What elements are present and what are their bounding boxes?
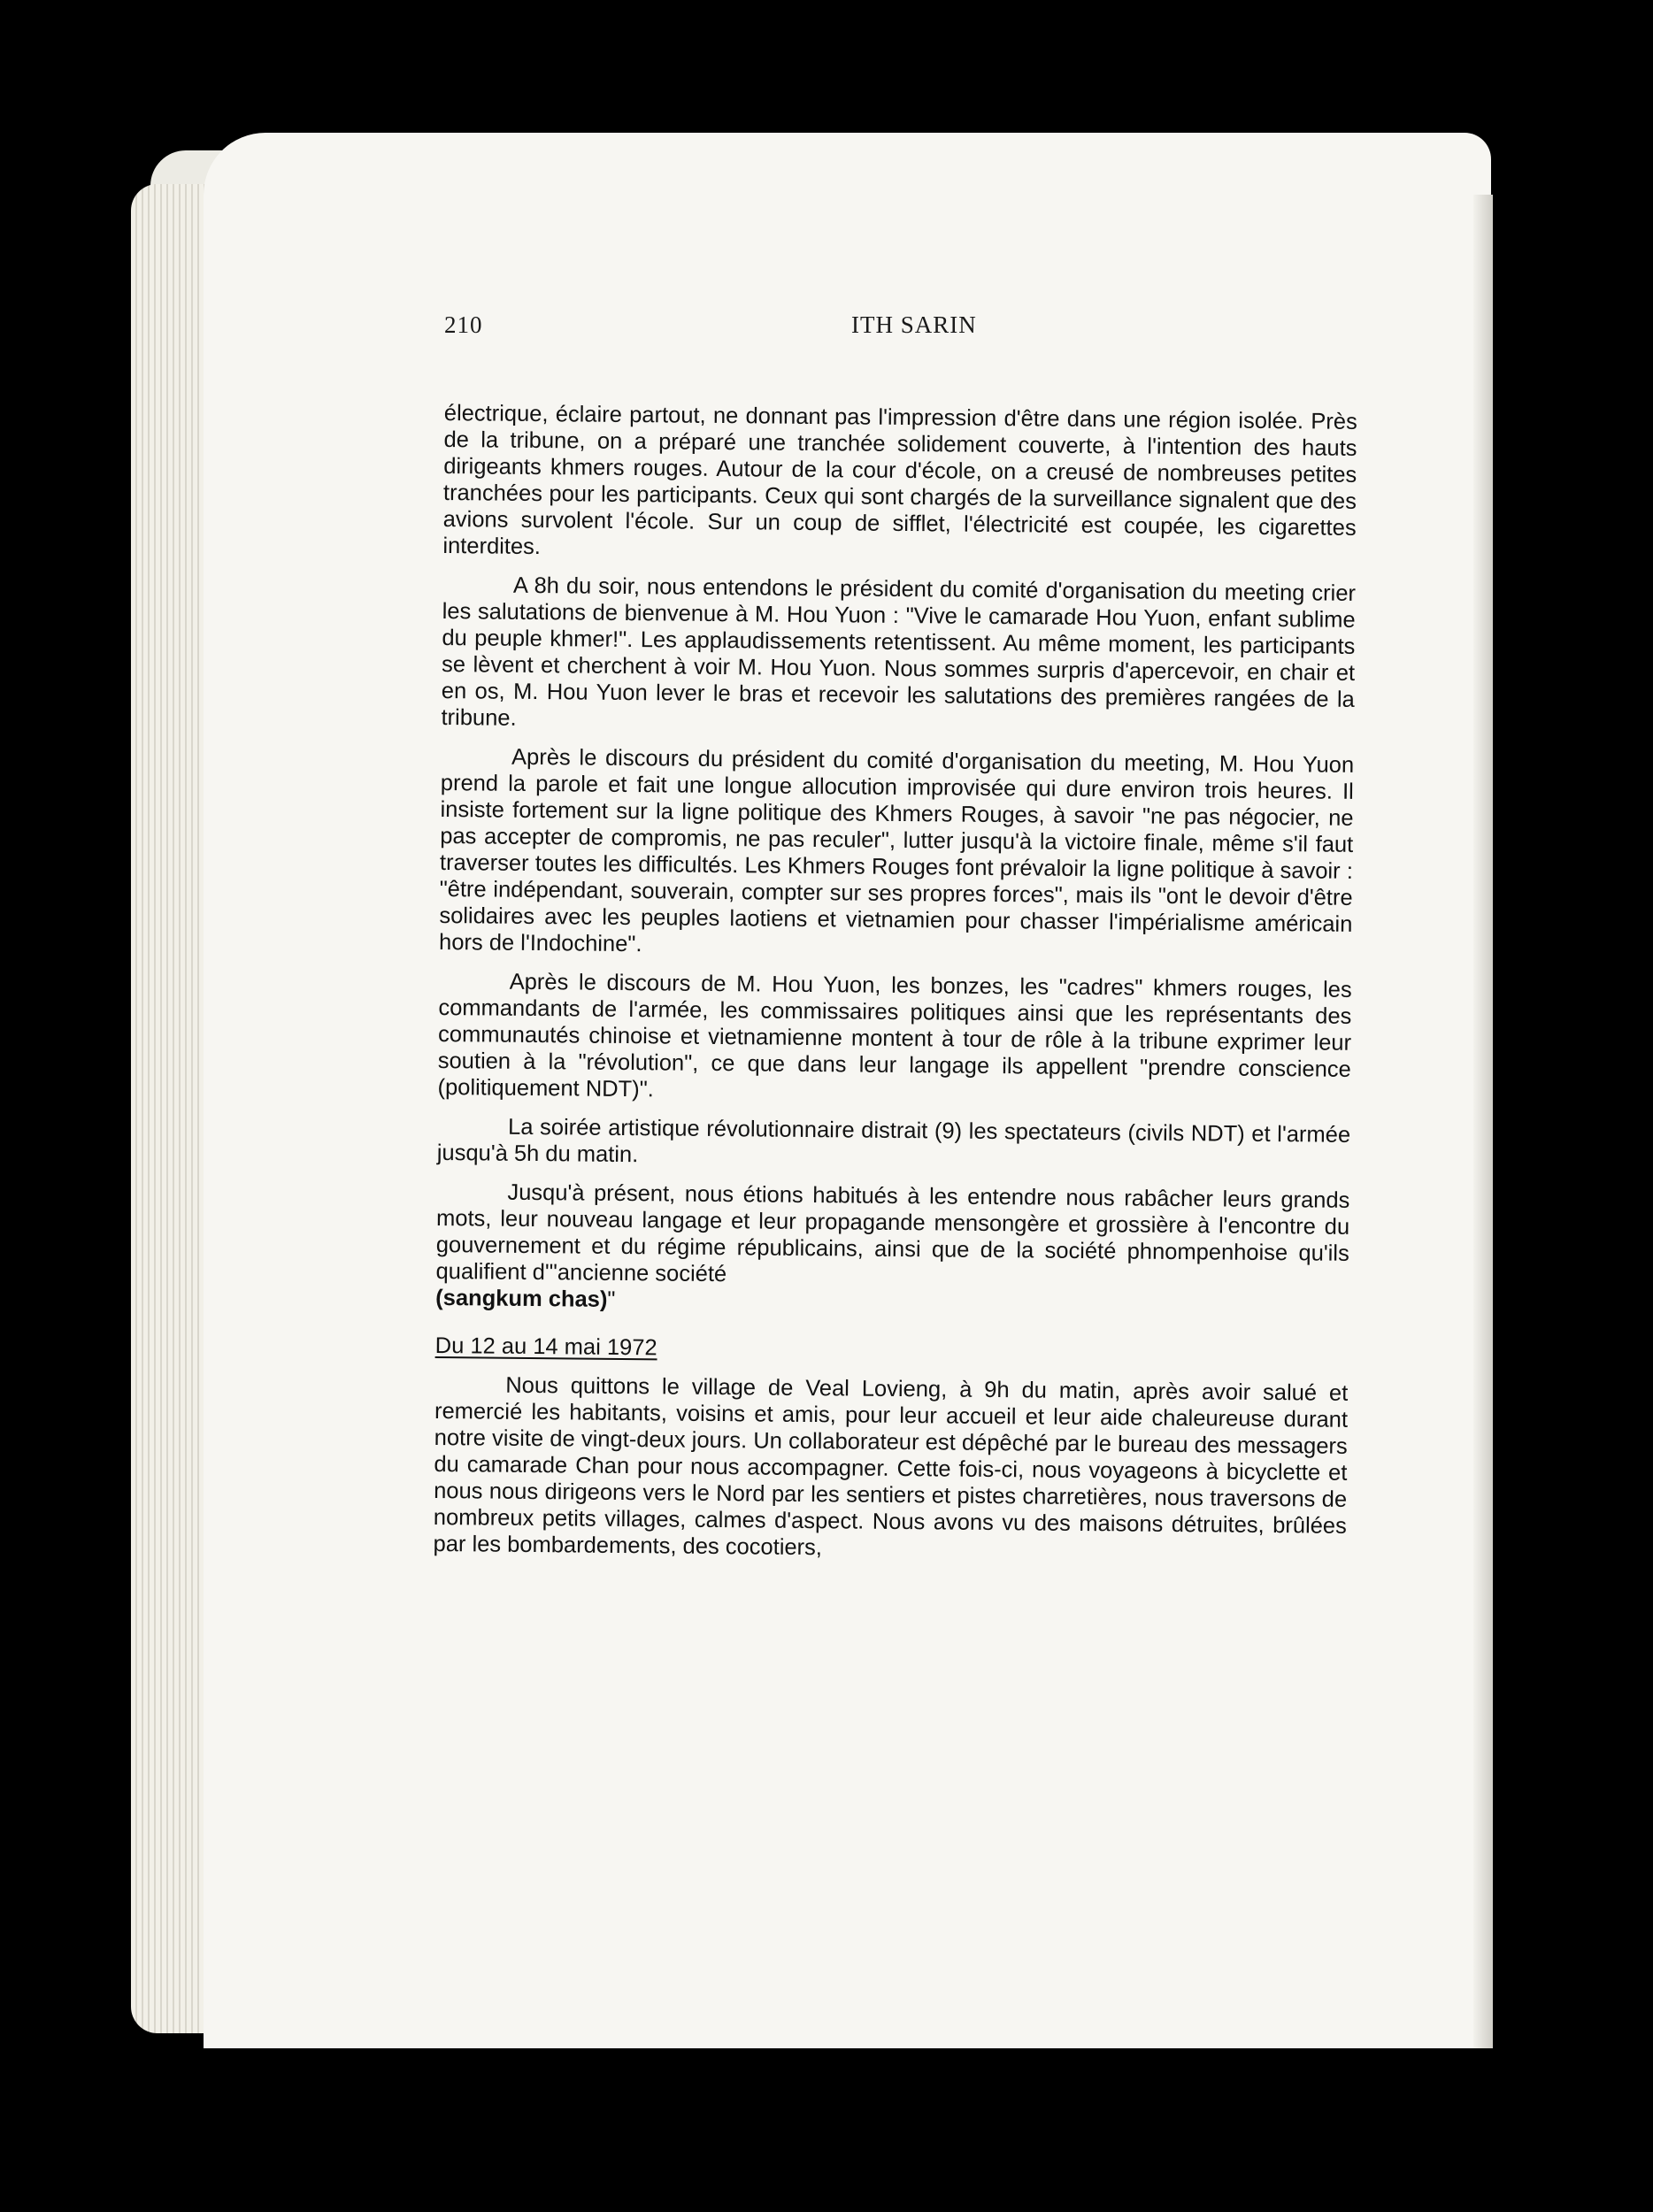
page-header (444, 311, 1418, 347)
section-date-heading: Du 12 au 14 mai 1972 (434, 1333, 657, 1361)
running-head: ITH SARIN (851, 311, 977, 338)
closing-quote: " (607, 1286, 616, 1312)
paragraph (435, 1179, 1349, 1320)
paragraph-continued: électrique, éclaire partout, ne donnant pas l'impression d'être dans une région isolée. Près de la tribune, on a préparé une tranchée solidement couverte, à l'intention des hauts dirigeants khmers rouges. Autour de la cour d'école, on a creusé de nombreuses petites tranchées pour les participants. Ceux qui sont chargés de la surveillance signalent que des avions survolent l'école. Sur un coup de sifflet, l'électricité est coupée, les cigarettes interdites. (442, 400, 1357, 560)
paragraph-text: Jusqu'à présent, nous étions habitués à les entendre nous rabâcher leurs grands mots, leur nouveau langage et leur propagande mensongère et grossière à l'encontre du gouvernement et du régime républicains, ainsi que de la société phnompenhoise qu'ils qualifient d'"ancienne société (435, 1179, 1350, 1287)
paragraph: Après le discours du président du comité d'organisation du meeting, M. Hou Yuon prend la parole et fait une longue allocution improvisée qui dure environ trois heures. Il insiste fortement sur la ligne politique des Khmers Rouges, à savoir "ne pas négocier, ne pas accepter de compromis, ne pas reculer", lutter jusqu'à la victoire finale, même s'il faut traverser toutes les difficultés. Les Khmers Rouges font prévaloir la ligne politique à savoir : "être indépendant, souverain, compter sur ses propres forces", mais ils "ont le devoir d'être solidaires avec les peuples laotiens et vietnamien pour chasser l'impérialisme américain hors de l'Indochine". (438, 744, 1355, 957)
bold-term: (sangkum chas) (435, 1285, 608, 1312)
paragraph: Nous quittons le village de Veal Lovieng, à 9h du matin, après avoir salué et remercié les habitants, voisins et amis, pour leur accueil et leur aide chaleureuse durant notre visite de vingt-deux jours. Un collaborateur est dépêché par le bureau des messagers du camarade Chan pour nous accompagner. Cette fois-ci, nous voyageons à bicyclette et nous nous dirigeons vers le Nord par les sentiers et pistes charretières, nous traversons de nombreux petits villages, calmes d'aspect. Nous avons vu des maisons détruites, brûlées par les bombardements, des cocotiers, (433, 1372, 1349, 1561)
paragraph: A 8h du soir, nous entendons le président du comité d'organisation du meeting crier les salutations de bienvenue à M. Hou Yuon : "Vive le camarade Hou Yuon, enfant sublime du peuple khmer!". Les applaudissements retentissent. Au même moment, les participants se lèvent et cherchent à voir M. Hou Yuon. Nous sommes surpris d'apercevoir, en chair et en os, M. Hou Yuon lever le bras et recevoir les salutations des premières rangées de la tribune. (441, 572, 1357, 731)
page-right-edge (1473, 195, 1493, 2048)
body-text (433, 400, 1357, 1566)
paragraph: La soirée artistique révolutionnaire distrait (9) les spectateurs (civils NDT) et l'armée jusqu'à 5h du matin. (436, 1114, 1351, 1168)
paragraph: Après le discours de M. Hou Yuon, les bonzes, les "cadres" khmers rouges, les commandants de l'armée, les commissaires politiques ainsi que les représentants des communautés chinoise et vietnamienne montent à tour de rôle à la tribune exprimer leur soutien à la "révolution", ce que dans leur langage ils appellent "prendre conscience (politiquement NDT)". (437, 969, 1352, 1102)
page-number: 210 (444, 311, 483, 338)
